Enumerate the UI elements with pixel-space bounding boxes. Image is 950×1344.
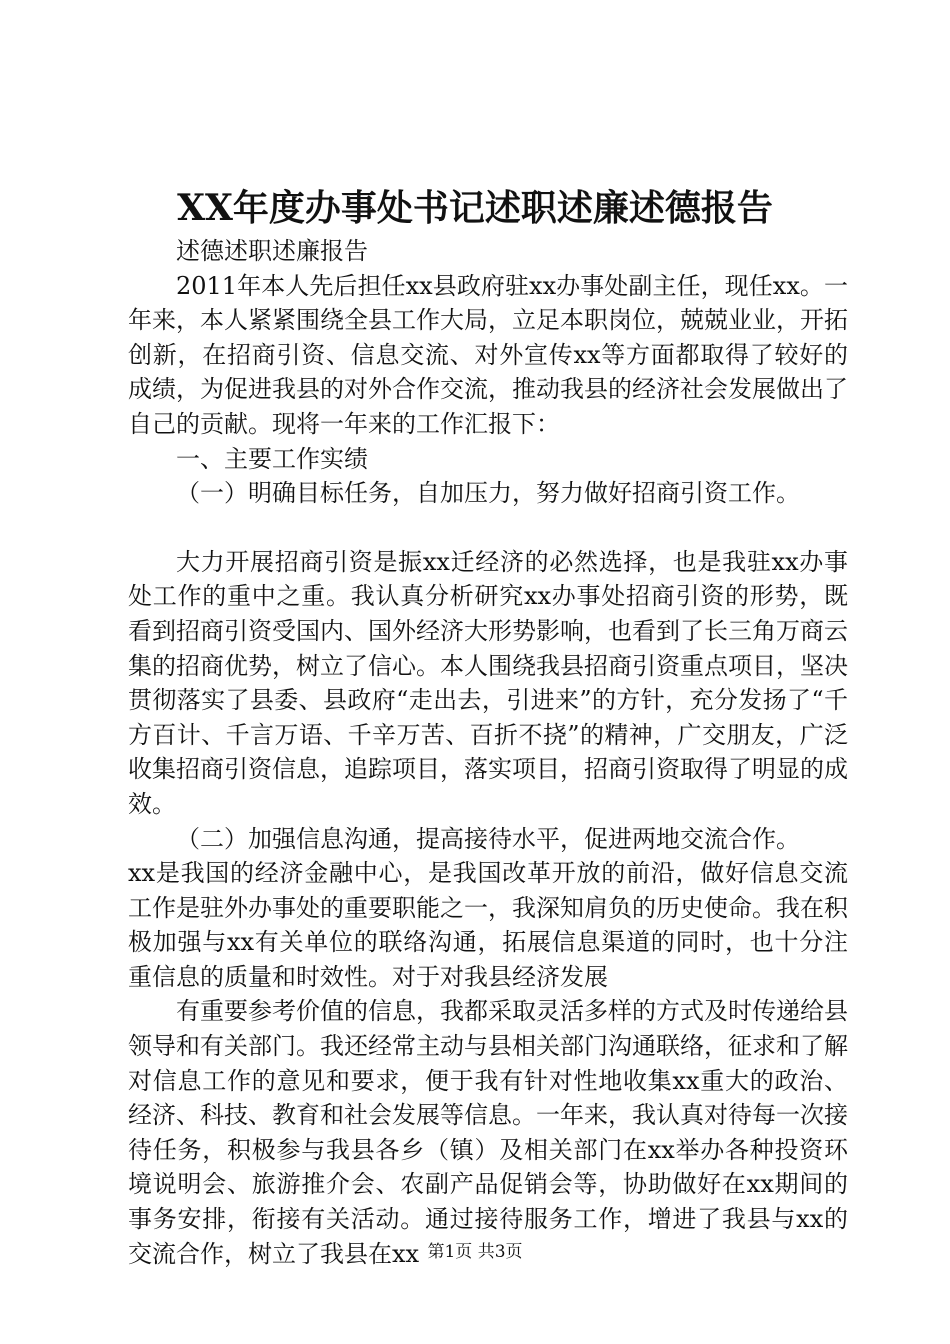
paragraph-intro: 2011年本人先后担任xx县政府驻xx办事处副主任，现任xx。一年来，本人紧紧围绕全县工作大局，立足本职岗位，兢兢业业，开拓创新，在招商引资、信息交流、对外宣传xx等方面都取得了较好的成绩，为促进我县的对外合作交流，推动我县的经济社会发展做出了自己的贡献。现将一年来的工作汇报下： [128,271,848,438]
paragraph-spacer [128,511,848,545]
paragraph-reception: 有重要参考价值的信息，我都采取灵活多样的方式及时传递给县领导和有关部门。我还经常主动与县相关部门沟通联络，征求和了解对信息工作的意见和要求，便于我有针对性地收集xx重大的政治、经济、科技、教育和社会发展等信息。一年来，我认真对待每一次接待任务，积极参与我县各乡（镇）及相关部门在xx举办各种投资环境说明会、旅游推介会、农副产品促销会等，协助做好在xx期间的事务安排，衔接有关活动。通过接待服务工作，增进了我县与xx的交流合作，树立了我县在xx [128,997,848,1268]
paragraph-communication: xx是我国的经济金融中心，是我国改革开放的前沿，做好信息交流工作是驻外办事处的重要职能之一，我深知肩负的历史使命。我在积极加强与xx有关单位的联络沟通，拓展信息渠道的同时，也十分注重信息的质量和时效性。对于对我县经济发展 [128,859,848,991]
document-subtitle: 述德述职述廉报告 [176,237,368,265]
document-title: XX年度办事处书记述职述廉述德报告 [177,187,773,229]
section-heading-main-achievements: 一、主要工作实绩 [176,444,368,473]
subsection-heading-investment: （一）明确目标任务，自加压力，努力做好招商引资工作。 [176,479,800,508]
document-body [128,234,848,1271]
paragraph-investment: 大力开展招商引资是振xx迁经济的必然选择，也是我驻xx办事处工作的重中之重。我认真分析研究xx办事处招商引资的形势，既看到招商引资受国内、国外经济大形势影响，也看到了长三角万商云集的招商优势，树立了信心。本人围绕我县招商引资重点项目，坚决贯彻落实了县委、县政府“走出去，引进来”的方针，充分发扬了“千方百计、千言万语、千辛万苦、百折不挠”的精神，广交朋友，广泛收集招商引资信息，追踪项目，落实项目，招商引资取得了明显的成效。 [128,547,848,818]
subsection-heading-communication: （二）加强信息沟通，提高接待水平，促进两地交流合作。 [176,824,800,853]
page-footer: 第1页 共3页 [427,1242,523,1262]
